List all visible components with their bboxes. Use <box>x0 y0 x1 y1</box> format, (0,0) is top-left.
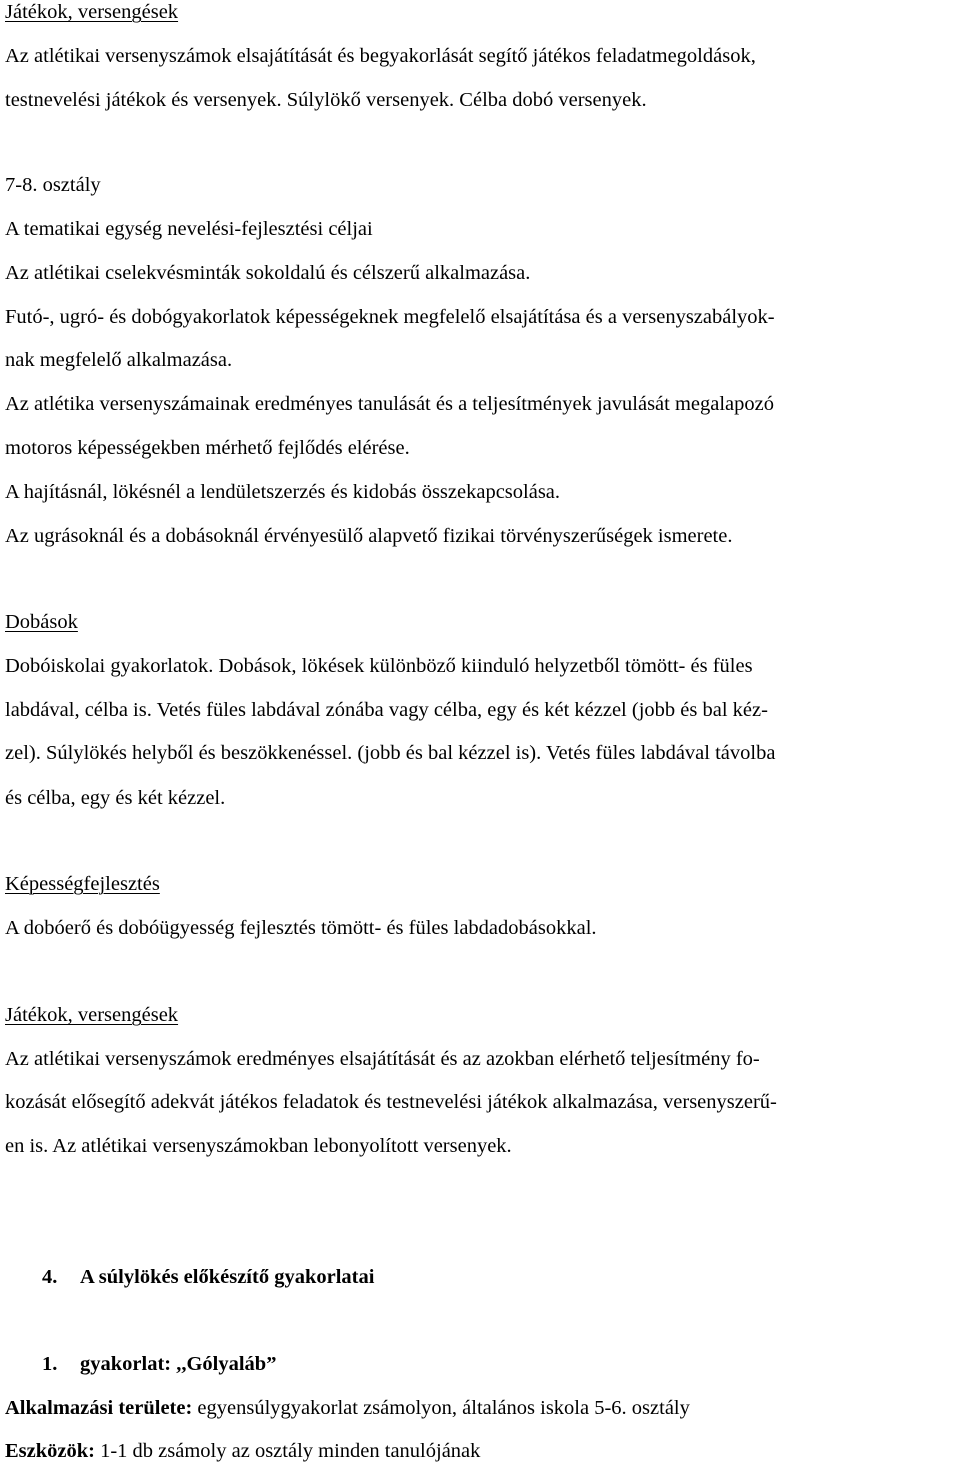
paragraph-line: Dobóiskolai gyakorlatok. Dobások, lökések különböző kiinduló helyzetből tömött- és füles <box>5 655 753 677</box>
paragraph-line: zel). Súlylökés helyből és beszökkenéssel. (jobb és bal kézzel is). Vetés füles labdával távolba <box>5 742 776 764</box>
paragraph-line: és célba, egy és két kézzel. <box>5 787 226 809</box>
paragraph-line: motoros képességekben mérhető fejlődés elérése. <box>5 437 410 459</box>
paragraph-line: kozását elősegítő adekvát játékos feladatok és testnevelési játékok alkalmazása, versenyszerű- <box>5 1091 777 1113</box>
paragraph-line: Az ugrásoknál és a dobásoknál érvényesülő alapvető fizikai törvényszerűségek ismerete. <box>5 525 733 547</box>
equipment-label: Eszközök: <box>5 1440 95 1462</box>
paragraph-line: Az atlétika versenyszámainak eredményes tanulását és a teljesítmények javulását megalapozó <box>5 393 775 415</box>
section-heading-skills: Képességfejlesztés <box>5 873 160 895</box>
section-heading-games-2: Játékok, versengések <box>5 1004 179 1026</box>
paragraph-line: testnevelési játékok és versenyek. Súlylökő versenyek. Célba dobó versenyek. <box>5 89 647 111</box>
chapter-title: A súlylökés előkészítő gyakorlatai <box>80 1266 375 1288</box>
paragraph-line: A dobóerő és dobóügyesség fejlesztés tömött- és füles labdadobásokkal. <box>5 917 597 939</box>
equipment <box>5 1439 480 1463</box>
application-area-value: egyensúlygyakorlat zsámolyon, általános iskola 5-6. osztály <box>192 1397 690 1419</box>
application-area <box>5 1396 690 1420</box>
paragraph-line: nak megfelelő alkalmazása. <box>5 349 233 371</box>
exercise-number: 1. <box>42 1353 58 1375</box>
equipment-value: 1-1 db zsámoly az osztály minden tanulójának <box>94 1440 481 1462</box>
paragraph-line: Futó-, ugró- és dobógyakorlatok képességeknek megfelelő elsajátítása és a versenyszabályok- <box>5 306 775 328</box>
paragraph-line: en is. Az atlétikai versenyszámokban lebonyolított versenyek. <box>5 1135 512 1157</box>
paragraph-line: labdával, célba is. Vetés füles labdával zónába vagy célba, egy és két kézzel (jobb és bal kéz- <box>5 699 768 721</box>
paragraph-line: Az atlétikai versenyszámok elsajátítását és begyakorlását segítő játékos feladatmegoldások, <box>5 45 756 67</box>
chapter-number: 4. <box>42 1266 58 1288</box>
exercise-title: gyakorlat: ,,Gólyaláb” <box>80 1353 277 1375</box>
paragraph-line: A hajításnál, lökésnél a lendületszerzés és kidobás összekapcsolása. <box>5 481 561 503</box>
section-heading-throws: Dobások <box>5 611 78 633</box>
application-area-label: Alkalmazási területe: <box>5 1397 193 1419</box>
grade-label: 7-8. osztály <box>5 174 101 196</box>
section-heading-games: Játékok, versengések <box>5 1 179 23</box>
paragraph-line: Az atlétikai versenyszámok eredményes elsajátítását és az azokban elérhető teljesítmény fo- <box>5 1048 760 1070</box>
section-heading-goals: A tematikai egység nevelési-fejlesztési céljai <box>5 218 373 240</box>
paragraph-line: Az atlétikai cselekvésminták sokoldalú és célszerű alkalmazása. <box>5 262 531 284</box>
